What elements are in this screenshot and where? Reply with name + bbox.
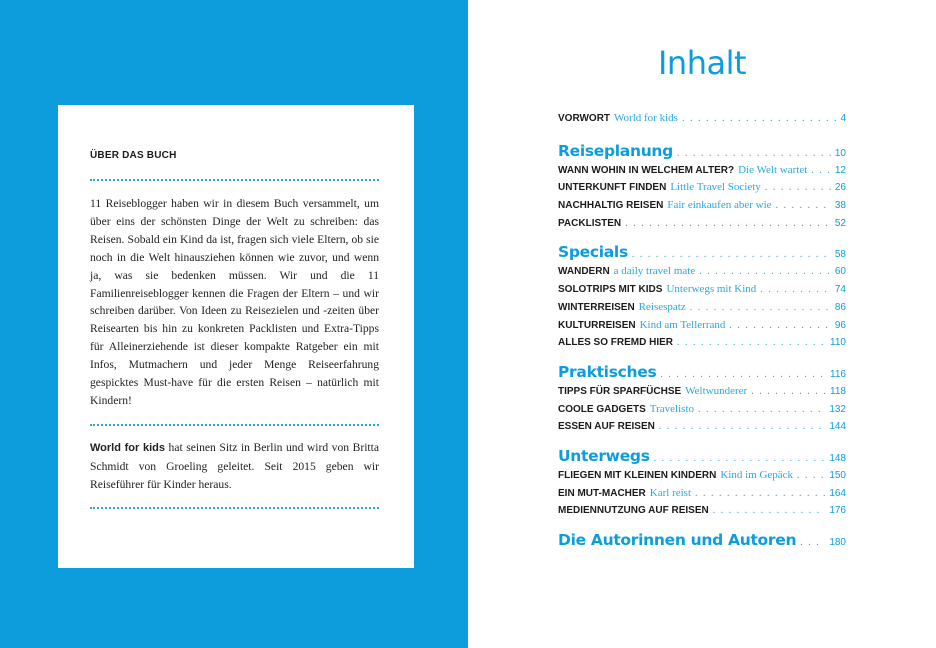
- toc-entry-subtitle: Weltwunderer: [685, 384, 748, 397]
- toc-entry-label: SOLOTRIPS MIT KIDS: [558, 284, 663, 296]
- toc-entry[interactable]: [558, 299, 846, 317]
- toc-entry-subtitle: Reisespatz: [638, 300, 686, 313]
- toc-entry-subtitle: Die Welt wartet: [738, 163, 808, 176]
- toc-entry[interactable]: [558, 467, 846, 485]
- publisher-name: World for kids: [90, 441, 166, 454]
- toc-page-number: 148: [829, 452, 846, 464]
- dotted-divider: [90, 424, 379, 426]
- toc-entry-label: FLIEGEN MIT KLEINEN KINDERN: [558, 469, 717, 481]
- toc-section-praktisches[interactable]: [558, 361, 846, 383]
- toc-entry[interactable]: [558, 162, 846, 180]
- toc-page-number: 150: [829, 469, 846, 481]
- toc-entry-label: WANDERN: [558, 266, 610, 278]
- toc-section-label: Unterwegs: [558, 446, 650, 465]
- dot-leader: [765, 179, 831, 197]
- toc-section-label: Reiseplanung: [558, 141, 673, 160]
- toc-entry-subtitle: Kind am Tellerrand: [639, 318, 726, 331]
- dot-leader: [776, 197, 831, 215]
- toc-entry[interactable]: [558, 281, 846, 299]
- toc-section-label: Specials: [558, 243, 628, 262]
- toc-section-label: Die Autorinnen und Autoren: [558, 531, 797, 549]
- toc-page-number: 58: [834, 249, 846, 261]
- dotted-divider: [90, 507, 379, 509]
- toc-entry[interactable]: [558, 263, 846, 281]
- toc-section-specials[interactable]: [558, 241, 846, 263]
- toc-page-number: 118: [830, 385, 846, 397]
- toc-entry[interactable]: [558, 334, 846, 352]
- toc-page-number: 180: [829, 537, 846, 548]
- toc-section-autoren[interactable]: [558, 529, 846, 551]
- toc-entry-label: ESSEN AUF REISEN: [558, 421, 655, 433]
- toc-entry-label: COOLE GADGETS: [558, 403, 646, 415]
- dot-leader: [682, 110, 837, 128]
- publisher-description: hat seinen Sitz in Berlin und wird von Britta Schmidt von Groeling geleitet. Seit 2015 geben wir Reiseführer für Kinder heraus.: [90, 440, 380, 491]
- dotted-divider: [90, 179, 379, 181]
- dot-leader: [677, 334, 826, 352]
- toc-page-number: 96: [834, 319, 846, 331]
- dot-leader: [797, 467, 825, 485]
- toc-page-number: 26: [834, 182, 846, 194]
- toc-entry-label: WANN WOHIN IN WELCHEM ALTER?: [558, 164, 735, 176]
- about-the-book-box: [58, 105, 414, 568]
- dot-leader: [690, 299, 831, 317]
- dot-leader: [751, 383, 826, 401]
- toc-entry-label: MEDIENNUTZUNG AUF REISEN: [558, 505, 709, 517]
- toc-page-number: 52: [834, 217, 846, 229]
- toc-page-number: 132: [829, 403, 846, 415]
- toc-entry-label: EIN MUT-MACHER: [558, 487, 646, 499]
- toc-page-number: 144: [829, 421, 846, 433]
- dot-leader: [699, 263, 831, 281]
- toc-entry[interactable]: [558, 197, 846, 215]
- dot-leader: [713, 502, 826, 520]
- toc-section-unterwegs[interactable]: [558, 445, 846, 467]
- toc-entry-label: VORWORT: [558, 113, 611, 124]
- dot-leader: [729, 317, 831, 335]
- dot-leader: [760, 281, 831, 299]
- toc-entry-label: UNTERKUNFT FINDEN: [558, 182, 667, 194]
- toc-entry-subtitle: a daily travel mate: [613, 265, 696, 278]
- toc-page-number: 74: [834, 284, 846, 296]
- about-paragraph: 11 Reiseblogger haben wir in diesem Buch versammelt, um über eins der schönsten Dinge der Welt zu schreiben: das Reisen. Sobald ein Kind da ist, fragen sich viele Eltern, ob sie noch in die Welt hinausziehen können wie zuvor, und wenn ja, was sie bedenken müssen. Wir und die 11 Familienreiseblogger kennen die Fragen der Eltern – und wir schreiben darüber. Von Ideen zu Reisezielen und -zeiten über Reisearten bis hin zu konkreten Packlisten und Extra-Tipps für Alleinerziehende ist dieser kompakte Ratgeber ein mit Infos, Mutmachern und jeder Menge Reiseerfahrung gespicktes Must-have für die ersten Reisen – natürlich mit Kindern!: [90, 197, 379, 407]
- dot-leader: [698, 401, 825, 419]
- toc-entry[interactable]: [558, 215, 846, 233]
- toc-title: Inhalt: [657, 44, 747, 82]
- toc-entry-label: NACHHALTIG REISEN: [558, 200, 664, 212]
- toc-page-number: 38: [834, 200, 846, 212]
- table-of-contents: [558, 110, 846, 551]
- toc-entry-subtitle: World for kids: [614, 112, 678, 124]
- toc-page-number: 86: [834, 301, 846, 313]
- toc-entry-vorwort[interactable]: [558, 110, 846, 128]
- toc-page-number: 12: [834, 164, 846, 176]
- toc-entry-subtitle: Karl reist: [649, 486, 692, 499]
- toc-entry-label: WINTERREISEN: [558, 301, 635, 313]
- toc-entry-label: KULTURREISEN: [558, 319, 636, 331]
- publisher-paragraph: [90, 439, 379, 494]
- toc-entry-label: PACKLISTEN: [558, 217, 622, 229]
- dot-leader: [811, 162, 831, 180]
- toc-entry-subtitle: Travelisto: [649, 402, 695, 415]
- toc-entry[interactable]: [558, 418, 846, 436]
- toc-page-number: 4: [840, 113, 846, 124]
- toc-section-reiseplanung[interactable]: [558, 140, 846, 162]
- dot-leader: [659, 418, 825, 436]
- toc-page-number: 116: [830, 368, 846, 380]
- toc-entry[interactable]: [558, 179, 846, 197]
- toc-entry-subtitle: Fair einkaufen aber wie: [667, 199, 772, 212]
- dot-leader: [625, 215, 831, 233]
- toc-entry[interactable]: [558, 485, 846, 503]
- about-heading: ÜBER DAS BUCH: [90, 150, 177, 161]
- toc-page-number: 110: [830, 337, 846, 349]
- toc-entry-label: ALLES SO FREMD HIER: [558, 337, 674, 349]
- toc-page-number: 164: [829, 487, 846, 499]
- toc-entry-subtitle: Kind im Gepäck: [720, 468, 794, 481]
- toc-section-label: Praktisches: [558, 362, 657, 381]
- dot-leader: [800, 532, 825, 554]
- toc-page-number: 10: [834, 147, 846, 159]
- toc-page-number: 60: [834, 266, 846, 278]
- toc-entry[interactable]: [558, 502, 846, 520]
- toc-entry-label: TIPPS FÜR SPARFÜCHSE: [558, 385, 682, 397]
- toc-entry-subtitle: Unterwegs mit Kind: [666, 283, 757, 296]
- toc-entry-subtitle: Little Travel Society: [670, 181, 761, 194]
- toc-entry[interactable]: [558, 317, 846, 335]
- toc-entry[interactable]: [558, 383, 846, 401]
- toc-entry[interactable]: [558, 401, 846, 419]
- dot-leader: [695, 485, 825, 503]
- right-page: [468, 0, 936, 648]
- toc-page-number: 176: [829, 505, 846, 517]
